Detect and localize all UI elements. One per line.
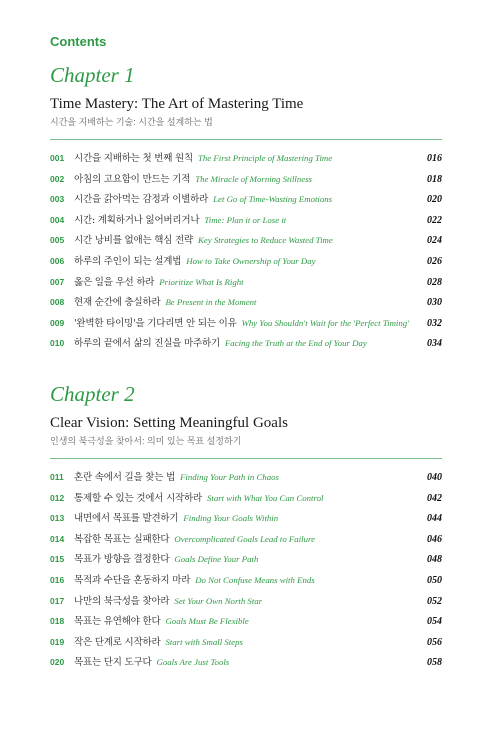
entry-number: 004: [50, 214, 65, 225]
entry-english-title: Start with Small Steps: [165, 636, 243, 647]
toc-entry: [50, 171, 442, 192]
entry-page-number: 046: [427, 533, 442, 545]
entry-korean-title: 목표가 방향을 결정한다: [74, 554, 170, 566]
entry-english-title: Why You Shouldn't Wait for the 'Perfect Timing': [241, 317, 410, 328]
chapter-subtitle: 인생의 북극성을 찾아서: 의미 있는 목표 설정하기: [50, 436, 242, 446]
entry-page-number: 054: [427, 616, 442, 628]
toc-entry: [50, 654, 442, 675]
entry-english-title: Prioritize What Is Right: [159, 276, 244, 287]
entry-korean-title: 옳은 일을 우선 하라: [74, 276, 155, 288]
chapter-subtitle: 시간을 지배하는 기술: 시간을 설계하는 법: [50, 117, 213, 127]
entry-number: 014: [50, 533, 65, 544]
entry-number: 012: [50, 492, 65, 503]
entry-page-number: 058: [427, 657, 442, 669]
toc-entry: [50, 212, 442, 233]
entry-number: 016: [50, 574, 65, 585]
entry-english-title: Overcomplicated Goals Lead to Failure: [174, 533, 315, 544]
entry-korean-title: 나만의 북극성을 찾아라: [74, 595, 170, 607]
entry-page-number: 016: [427, 153, 442, 164]
chapter-1-section: [50, 63, 450, 356]
entry-korean-title: 시간을 갉아먹는 감정과 이별하라: [74, 194, 209, 206]
toc-entry: [50, 593, 442, 614]
toc-entry: [50, 613, 442, 634]
entry-number: 019: [50, 636, 65, 647]
toc-entry: [50, 572, 442, 593]
toc-entry: [50, 191, 442, 212]
entry-english-title: The Miracle of Morning Stillness: [195, 173, 312, 184]
chapter-title: Time Mastery: The Art of Mastering Time: [50, 96, 304, 112]
contents-heading: Contents: [50, 34, 107, 49]
toc-entry: [50, 150, 442, 171]
chapter-label: Chapter 2: [50, 382, 135, 406]
toc-entry: [50, 469, 442, 490]
entry-korean-title: 시간: 계획하거나 잃어버리거나: [74, 214, 200, 226]
entry-number: 015: [50, 554, 65, 565]
entry-number: 005: [50, 235, 65, 246]
entry-english-title: Facing the Truth at the End of Your Day: [224, 338, 367, 349]
entry-english-title: Be Present in the Moment: [165, 297, 257, 308]
entry-english-title: Finding Your Goals Within: [183, 513, 279, 524]
toc-entry: [50, 551, 442, 572]
entry-page-number: 022: [427, 214, 442, 226]
entry-english-title: The First Principle of Mastering Time: [198, 153, 333, 163]
toc-entry: [50, 634, 442, 655]
entry-page-number: 034: [427, 338, 442, 350]
entry-korean-title: 아침의 고요함이 만드는 기적: [74, 173, 191, 185]
toc-entry: [50, 253, 442, 274]
entry-english-title: Goals Define Your Path: [174, 554, 259, 565]
entry-page-number: 020: [427, 194, 442, 206]
entry-english-title: Finding Your Path in Chaos: [180, 472, 279, 482]
entry-page-number: 024: [427, 235, 442, 247]
entry-korean-title: 시간을 지배하는 첫 번째 원칙: [74, 153, 194, 164]
entry-page-number: 048: [427, 554, 442, 566]
entry-korean-title: 혼란 속에서 길을 찾는 법: [74, 472, 176, 483]
entry-number: 009: [50, 317, 65, 328]
entry-english-title: Start with What You Can Control: [206, 492, 324, 503]
entry-english-title: How to Take Ownership of Your Day: [186, 255, 316, 266]
toc-entry: [50, 294, 442, 315]
entry-number: 001: [50, 153, 65, 163]
entry-page-number: 028: [427, 276, 442, 288]
chapter-label: Chapter 1: [50, 63, 135, 87]
entry-korean-title: 작은 단계로 시작하라: [74, 636, 161, 648]
entry-korean-title: 목표는 유연해야 한다: [74, 616, 161, 628]
entry-page-number: 040: [427, 472, 442, 483]
toc-list: [50, 150, 450, 356]
entry-korean-title: 복잡한 목표는 실패한다: [74, 533, 170, 545]
entry-page-number: 044: [427, 513, 442, 525]
toc-entry: [50, 335, 442, 356]
chapter-2-section: [50, 382, 450, 675]
entry-page-number: 032: [427, 317, 442, 329]
entry-number: 017: [50, 595, 65, 606]
entry-english-title: Time: Plan it or Lose it: [204, 214, 287, 225]
entry-korean-title: 하루의 끝에서 삶의 진실을 마주하기: [74, 338, 220, 350]
entry-english-title: Set Your Own North Star: [174, 595, 263, 606]
toc-entry: [50, 274, 442, 295]
toc-list: [50, 469, 450, 675]
divider: [50, 139, 442, 140]
entry-page-number: 052: [427, 595, 442, 607]
entry-number: 006: [50, 255, 65, 266]
entry-korean-title: 하루의 주인이 되는 설계법: [74, 255, 182, 267]
entry-number: 020: [50, 657, 65, 668]
entry-number: 018: [50, 616, 65, 627]
entry-number: 008: [50, 297, 65, 308]
toc-entry: [50, 232, 442, 253]
entry-english-title: Do Not Confuse Means with Ends: [195, 574, 315, 585]
entry-english-title: Goals Must Be Flexible: [165, 616, 249, 627]
entry-page-number: 026: [427, 255, 442, 267]
entry-number: 013: [50, 513, 65, 524]
entry-page-number: 030: [427, 297, 442, 309]
entry-english-title: Goals Are Just Tools: [156, 657, 230, 668]
entry-english-title: Key Strategies to Reduce Wasted Time: [198, 235, 333, 246]
entry-number: 011: [50, 472, 64, 482]
entry-page-number: 056: [427, 636, 442, 648]
entry-english-title: Let Go of Time-Wasting Emotions: [213, 194, 333, 205]
entry-korean-title: 현재 순간에 충실하라: [74, 297, 161, 309]
entry-korean-title: 내면에서 목표를 발견하기: [74, 513, 179, 525]
entry-korean-title: 시간 낭비를 없애는 핵심 전략: [74, 235, 194, 247]
entry-number: 010: [50, 338, 65, 349]
entry-number: 003: [50, 194, 65, 205]
entry-page-number: 050: [427, 574, 442, 586]
entry-korean-title: 목표는 단지 도구다: [74, 657, 152, 669]
toc-entry: [50, 490, 442, 511]
entry-page-number: 018: [427, 173, 442, 185]
chapter-title: Clear Vision: Setting Meaningful Goals: [50, 415, 288, 431]
toc-entry: [50, 315, 442, 336]
divider: [50, 458, 442, 459]
entry-korean-title: 통제할 수 있는 것에서 시작하라: [74, 492, 202, 504]
toc-entry: [50, 531, 442, 552]
entry-number: 007: [50, 276, 65, 287]
entry-korean-title: 목적과 수단을 혼동하지 마라: [74, 574, 191, 586]
entry-number: 002: [50, 173, 65, 184]
toc-entry: [50, 510, 442, 531]
entry-korean-title: '완벽한 타이밍'을 기다리면 안 되는 이유: [74, 317, 237, 329]
entry-page-number: 042: [427, 492, 442, 504]
